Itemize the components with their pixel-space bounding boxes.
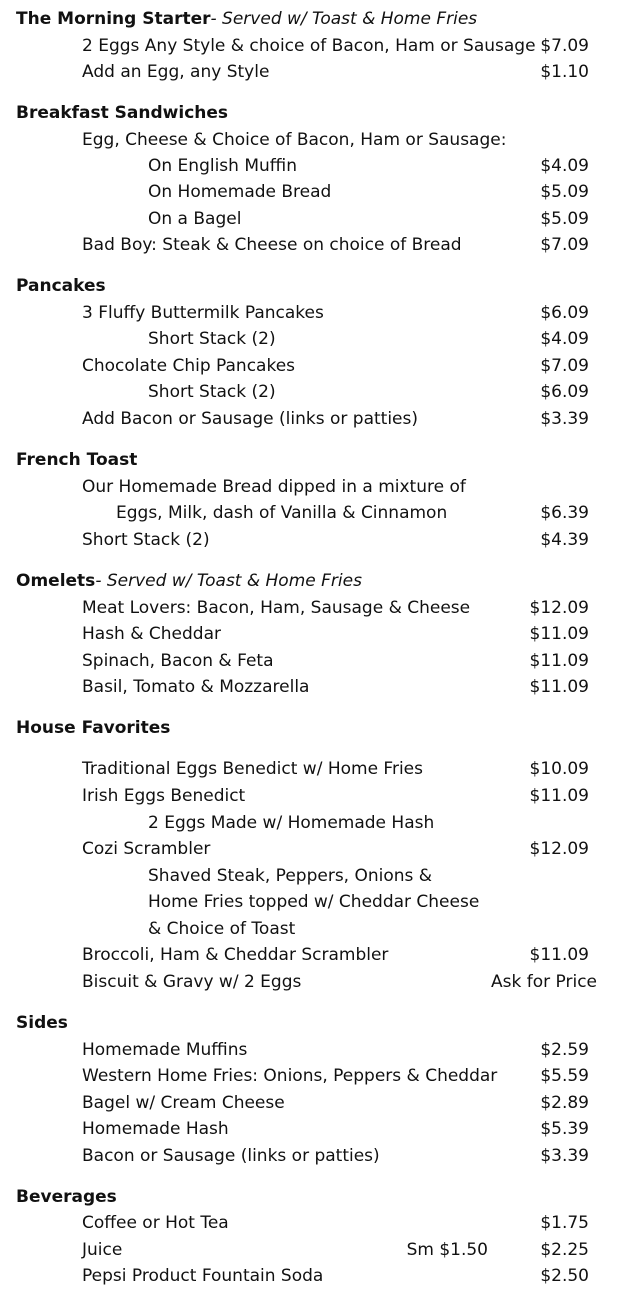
item-name: Chocolate Chip Pancakes <box>82 356 296 376</box>
item-name: Cozi Scrambler <box>82 839 211 859</box>
item-small-price: Sm $1.50 <box>406 1240 488 1260</box>
section-heading-omelets <box>0 568 640 594</box>
item-name: Broccoli, Ham & Cheddar Scrambler <box>82 945 389 965</box>
section-title: Omelets <box>16 571 96 591</box>
menu-item <box>0 500 640 526</box>
item-price: $11.09 <box>529 624 589 644</box>
item-name: Pepsi Product Fountain Soda <box>82 1266 324 1286</box>
item-name: 2 Eggs Made w/ Homemade Hash <box>148 813 435 833</box>
item-name: Homemade Hash <box>82 1119 229 1139</box>
item-price: $11.09 <box>529 651 589 671</box>
item-name: Short Stack (2) <box>82 530 210 550</box>
item-price: $11.09 <box>529 786 589 806</box>
section-subtitle: - Served w/ Toast & Home Fries <box>210 9 478 29</box>
item-price: Ask for Price <box>491 972 597 992</box>
menu-item <box>0 1116 640 1142</box>
item-name: On Homemade Bread <box>148 182 332 202</box>
item-price: $2.59 <box>540 1040 589 1060</box>
item-name: & Choice of Toast <box>148 919 296 939</box>
item-name: 3 Fluffy Buttermilk Pancakes <box>82 303 324 323</box>
item-price: $5.09 <box>540 209 589 229</box>
section-title: Pancakes <box>16 276 106 296</box>
menu-item <box>0 969 640 995</box>
item-name: On a Bagel <box>148 209 242 229</box>
menu-item <box>0 916 640 942</box>
item-price: $2.89 <box>540 1093 589 1113</box>
item-price: $7.09 <box>540 36 589 56</box>
menu-item <box>0 1263 640 1289</box>
item-price: $3.39 <box>540 409 589 429</box>
item-price: $7.09 <box>540 235 589 255</box>
item-price: $11.09 <box>529 945 589 965</box>
item-price: $6.09 <box>540 303 589 323</box>
menu-item <box>0 1063 640 1089</box>
menu-item <box>0 889 640 915</box>
item-name: Home Fries topped w/ Cheddar Cheese <box>148 892 480 912</box>
item-name: Juice <box>82 1240 123 1260</box>
item-name: Egg, Cheese & Choice of Bacon, Ham or Sausage: <box>82 130 507 150</box>
item-name: Bad Boy: Steak & Cheese on choice of Bread <box>82 235 462 255</box>
section-title: Beverages <box>16 1187 117 1207</box>
menu-item <box>0 179 640 205</box>
menu-item <box>0 863 640 889</box>
section-heading-pancakes <box>0 273 640 299</box>
item-price: $2.50 <box>540 1266 589 1286</box>
section-heading-sides <box>0 1010 640 1036</box>
item-price: $6.39 <box>540 503 589 523</box>
item-name: Eggs, Milk, dash of Vanilla & Cinnamon <box>116 503 448 523</box>
menu-item <box>0 127 640 153</box>
item-price: $3.39 <box>540 1146 589 1166</box>
item-name: Traditional Eggs Benedict w/ Home Fries <box>82 759 423 779</box>
menu-item <box>0 1143 640 1169</box>
menu-item <box>0 379 640 405</box>
menu-item <box>0 674 640 700</box>
menu-item <box>0 527 640 553</box>
item-price: $11.09 <box>529 677 589 697</box>
item-name: On English Muffin <box>148 156 297 176</box>
menu-item <box>0 648 640 674</box>
menu-item <box>0 1090 640 1116</box>
item-price: $4.09 <box>540 329 589 349</box>
menu-item <box>0 59 640 85</box>
menu-item <box>0 756 640 782</box>
item-name: Coffee or Hot Tea <box>82 1213 229 1233</box>
section-title: House Favorites <box>16 718 171 738</box>
item-name: Bagel w/ Cream Cheese <box>82 1093 285 1113</box>
section-title: Sides <box>16 1013 68 1033</box>
item-name: Short Stack (2) <box>148 329 276 349</box>
section-heading-french-toast <box>0 447 640 473</box>
menu-item <box>0 474 640 500</box>
section-title: French Toast <box>16 450 138 470</box>
menu-item <box>0 406 640 432</box>
item-name: 2 Eggs Any Style & choice of Bacon, Ham or Sausage <box>82 36 536 56</box>
item-price: $10.09 <box>529 759 589 779</box>
item-price: $12.09 <box>529 598 589 618</box>
item-name: Bacon or Sausage (links or patties) <box>82 1146 380 1166</box>
section-heading-breakfast-sandwiches <box>0 100 640 126</box>
menu-item <box>0 153 640 179</box>
item-name: Basil, Tomato & Mozzarella <box>82 677 310 697</box>
item-name: Western Home Fries: Onions, Peppers & Cheddar <box>82 1066 498 1086</box>
item-price: $5.59 <box>540 1066 589 1086</box>
menu-item <box>0 232 640 258</box>
menu-item <box>0 1037 640 1063</box>
item-name: Add an Egg, any Style <box>82 62 270 82</box>
menu-item <box>0 353 640 379</box>
item-name: Short Stack (2) <box>148 382 276 402</box>
menu-item <box>0 326 640 352</box>
item-name: Biscuit & Gravy w/ 2 Eggs <box>82 972 302 992</box>
menu-item <box>0 206 640 232</box>
item-name: Hash & Cheddar <box>82 624 221 644</box>
item-name: Irish Eggs Benedict <box>82 786 246 806</box>
menu-item <box>0 621 640 647</box>
item-price: $1.75 <box>540 1213 589 1233</box>
item-price: $5.09 <box>540 182 589 202</box>
item-price: $5.39 <box>540 1119 589 1139</box>
item-price: $7.09 <box>540 356 589 376</box>
item-name: Our Homemade Bread dipped in a mixture of <box>82 477 466 497</box>
menu-item <box>0 836 640 862</box>
menu-item <box>0 595 640 621</box>
section-title: The Morning Starter <box>16 9 211 29</box>
item-name: Spinach, Bacon & Feta <box>82 651 274 671</box>
menu-item <box>0 783 640 809</box>
menu-item <box>0 33 640 59</box>
item-name: Homemade Muffins <box>82 1040 248 1060</box>
menu-item <box>0 1210 640 1236</box>
item-price: $6.09 <box>540 382 589 402</box>
item-price: $4.09 <box>540 156 589 176</box>
menu-item <box>0 1237 640 1263</box>
item-name: Shaved Steak, Peppers, Onions & <box>148 866 433 886</box>
item-name: Meat Lovers: Bacon, Ham, Sausage & Cheese <box>82 598 471 618</box>
item-name: Add Bacon or Sausage (links or patties) <box>82 409 418 429</box>
item-price: $4.39 <box>540 530 589 550</box>
item-price: $12.09 <box>529 839 589 859</box>
item-price: $2.25 <box>540 1240 589 1260</box>
section-title: Breakfast Sandwiches <box>16 103 229 123</box>
section-subtitle: - Served w/ Toast & Home Fries <box>95 571 362 591</box>
menu-item <box>0 300 640 326</box>
item-price: $1.10 <box>540 62 589 82</box>
menu-item <box>0 942 640 968</box>
section-heading-morning-starter <box>0 6 640 32</box>
section-heading-house-favorites <box>0 715 640 741</box>
section-heading-beverages <box>0 1184 640 1210</box>
menu-item <box>0 810 640 836</box>
